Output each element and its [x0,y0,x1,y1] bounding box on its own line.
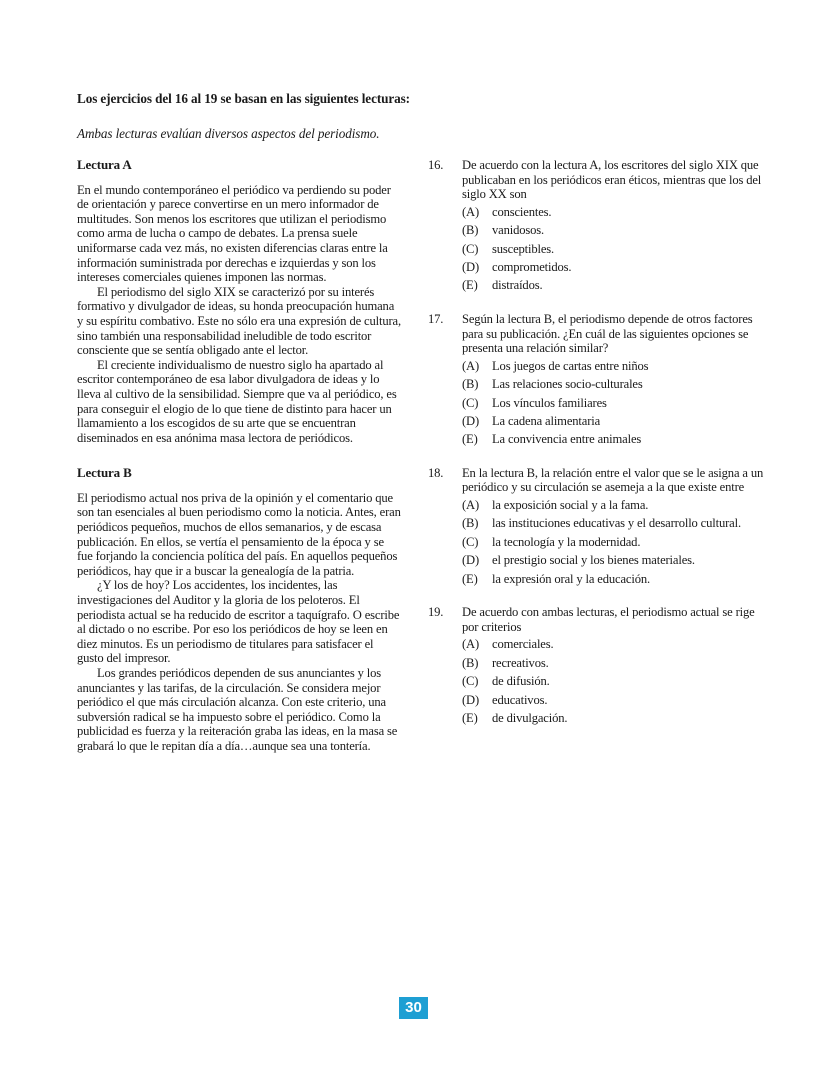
option-text: de difusión. [492,674,550,689]
answer-options [462,637,768,725]
option-letter: (C) [462,241,479,256]
option-text: distraídos. [492,278,543,293]
answer-option[interactable] [462,205,768,220]
answer-option[interactable] [462,396,768,411]
option-letter: (E) [462,278,478,293]
option-text: educativos. [492,692,548,707]
question-stem: Según la lectura B, el periodismo depende de otros factores para su publicación. ¿En cuál de las siguientes opciones se presenta una relación similar? [462,311,753,356]
question-18 [428,466,768,586]
section-heading: Los ejercicios del 16 al 19 se basan en las siguientes lecturas: [77,91,410,106]
answer-options [462,359,768,447]
option-letter: (D) [462,692,480,707]
answer-option[interactable] [462,498,768,513]
question-number: 16. [428,158,444,172]
option-text: el prestigio social y los bienes materiales. [492,553,695,568]
option-text: la tecnología y la modernidad. [492,534,641,549]
option-text: conscientes. [492,204,552,219]
option-letter: (E) [462,710,478,725]
lectura-b-paragraph: ¿Y los de hoy? Los accidentes, los incidentes, las investigaciones del Auditor y la gloria de los peloteros. El periodista actual se ha reducido de escritor a taquígrafo. O escribe al dictado o no escribe. Por eso los periódicos de hoy se leen en diez minutos. Es un periodismo de titulares para satisfacer el gusto del impresor. [77,578,400,666]
answer-option[interactable] [462,572,768,587]
option-letter: (B) [462,223,479,238]
page-number-badge: 30 [399,997,428,1019]
option-text: La cadena alimentaria [492,413,601,428]
option-letter: (D) [462,259,480,274]
lectura-a-paragraph: El periodismo del siglo XIX se caracterizó por su interés formativo y divulgador de ideas, su honda preocupación humana y su espíritu combativo. Este no sólo era una expresión de cultura, sino también una responsabilidad ineludible de todo escritor consciente que se sentía obligado ante el lector. [77,284,401,358]
option-text: La convivencia entre animales [492,432,642,447]
lectura-b-paragraph: Los grandes periódicos dependen de sus anunciantes y los anunciantes y las tarifas, de la circulación. Se considera mejor periódico el que más circulación alcanza. Con este criterio, una subversión radical se ha impuesto sobre el periódico. Como la publicidad es fuerza y la reiteración graba las ideas, en la masa se grabará lo que le repitan día a día…aunque sea una tontería. [77,666,398,753]
option-text: Los vínculos familiares [492,395,607,410]
option-text: de divulgación. [492,710,568,725]
option-letter: (D) [462,413,480,428]
option-text: Los juegos de cartas entre niños [492,358,649,373]
option-letter: (C) [462,395,479,410]
question-number: 17. [428,311,444,326]
option-text: Las relaciones socio-culturales [492,377,643,392]
answer-options [462,205,768,293]
option-letter: (A) [462,358,480,373]
answer-option[interactable] [462,223,768,238]
answer-option[interactable] [462,414,768,429]
option-letter: (A) [462,498,480,513]
answer-option[interactable] [462,693,768,708]
lectura-a-title: Lectura A [77,157,132,172]
question-number: 19. [428,605,444,620]
answer-option[interactable] [462,674,768,689]
lectura-b-title: Lectura B [77,465,132,481]
answer-option[interactable] [462,377,768,392]
question-17 [428,312,768,447]
question-number: 18. [428,465,444,480]
option-letter: (B) [462,655,479,670]
answer-option[interactable] [462,359,768,374]
option-text: la exposición social y a la fama. [492,498,649,513]
answer-option[interactable] [462,432,768,447]
lectura-b-paragraph: El periodismo actual nos priva de la opinión y el comentario que son tan esenciales al buen periodismo como la noticia. Antes, eran periódicos pequeños, muchos de ellos semanarios, y de escasa publicación. En ellos, se vertía el pensamiento de la época y se fue forjando la conciencia política del país. En aquellos pequeños periódicos, hay que ir a buscar la genealogía de la patria. [77,490,401,578]
option-letter: (C) [462,534,479,549]
lectura-a-paragraph: El creciente individualismo de nuestro siglo ha apartado al escritor contemporáneo de esa labor divulgadora de ideas y lo lleva al cultivo de la sensibilidad. Siempre que va al periódico, es para conseguir el elogio de lo que tiene de distinto para hacer un llamamiento a los escogidos de su arte que se encuentran diseminados en esa anónima masa lectora de periódicos. [77,357,397,445]
questions-column [428,158,768,745]
readings-column [77,158,401,754]
option-letter: (A) [462,637,480,652]
answer-option[interactable] [462,711,768,726]
answer-option[interactable] [462,278,768,293]
answer-option[interactable] [462,516,768,531]
answer-option[interactable] [462,656,768,671]
answer-option[interactable] [462,242,768,257]
option-text: la expresión oral y la educación. [492,571,651,586]
option-text: las instituciones educativas y el desarrollo cultural. [492,516,741,531]
answer-options [462,498,768,586]
lectura-a-paragraph: En el mundo contemporáneo el periódico va perdiendo su poder de orientación y parece convertirse en un mero informador de multitudes. Son menos los escritores que utilizan el periodismo como arma de lucha o campo de debates. La prensa suele uniformarse cada vez más, no existen diferencias claras entre la información suministrada por derechas e izquierdas y son los intereses comerciales quienes imponen las normas. [77,182,391,285]
question-19 [428,605,768,725]
answer-option[interactable] [462,637,768,652]
option-text: comerciales. [492,637,554,652]
section-subheading: Ambas lecturas evalúan diversos aspectos del periodismo. [77,126,380,141]
option-text: comprometidos. [492,259,572,274]
answer-option[interactable] [462,260,768,275]
question-stem: De acuerdo con ambas lecturas, el periodismo actual se rige por criterios [462,605,755,634]
answer-option[interactable] [462,553,768,568]
question-16 [428,158,768,293]
option-letter: (D) [462,553,480,568]
answer-option[interactable] [462,535,768,550]
option-letter: (E) [462,432,478,447]
option-letter: (C) [462,674,479,689]
option-text: recreativos. [492,655,549,670]
option-text: vanidosos. [492,223,545,238]
option-text: susceptibles. [492,241,555,256]
option-letter: (E) [462,571,478,586]
option-letter: (B) [462,377,479,392]
question-stem: En la lectura B, la relación entre el valor que se le asigna a un periódico y su circulación se asemeja a la que existe entre [462,465,764,495]
option-letter: (B) [462,516,479,531]
option-letter: (A) [462,204,480,219]
question-stem: De acuerdo con la lectura A, los escritores del siglo XIX que publicaban en los periódicos eran éticos, mientras que los del siglo XX son [462,158,762,202]
